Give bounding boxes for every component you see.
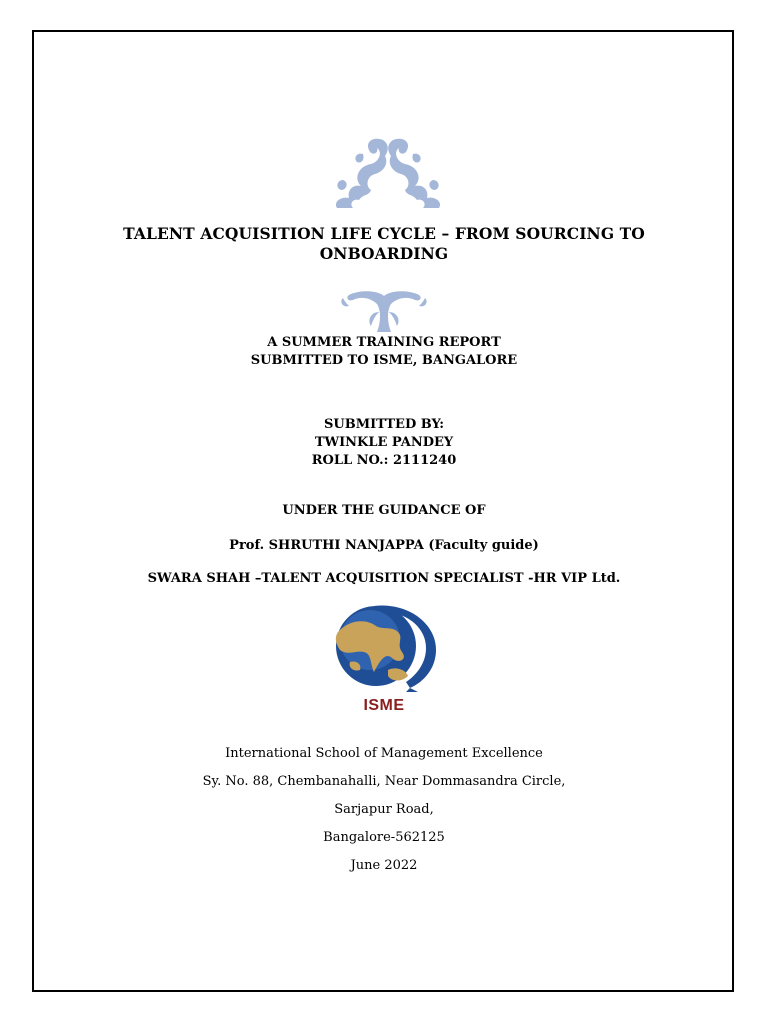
title-line-2: ONBOARDING — [319, 244, 449, 263]
address-line-3: Bangalore-562125 — [323, 830, 445, 845]
address-line-1: Sy. No. 88, Chembanahalli, Near Dommasandra Circle, — [202, 774, 566, 789]
report-subtitle — [0, 334, 768, 370]
top-ornament-icon — [313, 134, 463, 214]
faculty-guide: Prof. SHRUTHI NANJAPPA (Faculty guide) — [229, 538, 539, 553]
title-line-1: TALENT ACQUISITION LIFE CYCLE – FROM SOURCING TO — [123, 224, 645, 243]
submitted-by-label: SUBMITTED BY: — [323, 417, 444, 432]
report-line-1: A SUMMER TRAINING REPORT — [267, 335, 501, 350]
report-date: June 2022 — [350, 858, 418, 873]
address-line-2: Sarjapur Road, — [334, 802, 434, 817]
guidance-label: UNDER THE GUIDANCE OF — [282, 503, 486, 518]
isme-logo-text: ISME — [363, 697, 405, 714]
institution-name: International School of Management Excellence — [225, 746, 543, 761]
student-name: TWINKLE PANDEY — [314, 435, 454, 450]
report-title — [0, 224, 768, 264]
report-line-2: SUBMITTED TO ISME, BANGALORE — [250, 353, 518, 368]
divider-ornament-icon — [339, 288, 429, 334]
industry-guide: SWARA SHAH –TALENT ACQUISITION SPECIALIST -HR VIP Ltd. — [147, 571, 621, 586]
roll-number: ROLL NO.: 2111240 — [311, 453, 457, 468]
isme-logo-icon — [326, 602, 446, 692]
submitted-by-block — [0, 416, 768, 470]
